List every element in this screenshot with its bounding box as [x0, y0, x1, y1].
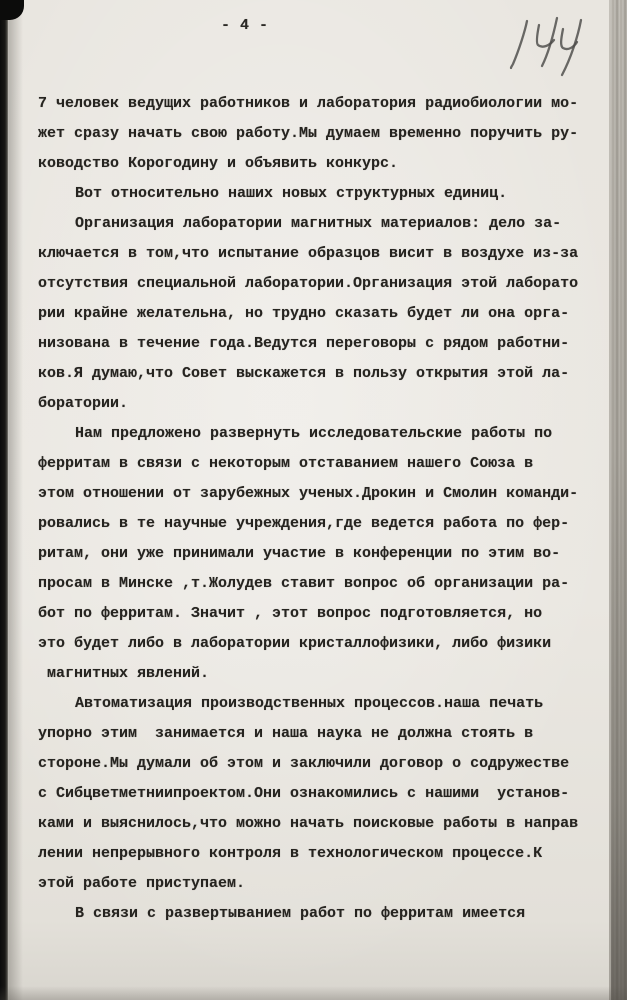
text-line: В связи с развертыванием работ по ферритам имеется	[75, 905, 526, 922]
text-line: это будет либо в лаборатории кристаллофизики, либо физики	[38, 635, 552, 652]
text-line: с Сибцветметниипроектом.Они ознакомились с нашими установ-	[38, 785, 570, 802]
text-line: ководство Корогодину и объявить конкурс.	[38, 155, 399, 172]
text-line: магнитных явлений.	[38, 665, 210, 682]
text-line: ровались в те научные учреждения,где ведется работа по фер-	[38, 515, 570, 532]
text-line: боратории.	[38, 395, 129, 412]
page-number: - 4 -	[221, 17, 269, 34]
text-line: этой работе приступаем.	[38, 875, 246, 892]
text-line: Вот относительно наших новых структурных единиц.	[75, 185, 508, 202]
text-line: ков.Я думаю,что Совет выскажется в пользу открытия этой ла-	[38, 365, 570, 382]
text-line: лении непрерывного контроля в технологическом процессе.К	[38, 845, 543, 862]
text-line: ритам, они уже принимали участие в конференции по этим во-	[38, 545, 561, 562]
text-line: отсутствия специальной лаборатории.Организация этой лаборато	[38, 275, 579, 292]
text-line: Автоматизация производственных процессов.наша печать	[75, 695, 544, 712]
page-stack-edge	[611, 0, 627, 1000]
text-line: низована в течение года.Ведутся переговоры с рядом работни-	[38, 335, 570, 352]
text-line: ками и выяснилось,что можно начать поисковые работы в направ	[38, 815, 579, 832]
scan-bottom-shadow	[0, 986, 627, 1000]
document-body	[38, 89, 598, 929]
text-line: Организация лаборатории магнитных материалов: дело за-	[75, 215, 562, 232]
scan-left-edge-shadow	[9, 0, 23, 1000]
text-line: жет сразу начать свою работу.Мы думаем временно поручить ру-	[38, 125, 579, 142]
text-line: ферритам в связи с некоторым отставанием нашего Союза в	[38, 455, 534, 472]
text-line: Нам предложено развернуть исследовательские работы по	[75, 425, 553, 442]
handwritten-page-number	[503, 12, 593, 78]
scan-left-edge	[0, 0, 9, 1000]
text-line: упорно этим занимается и наша наука не должна стоять в	[38, 725, 534, 742]
text-line: бот по ферритам. Значит , этот вопрос подготовляется, но	[38, 605, 543, 622]
text-line: стороне.Мы думали об этом и заключили договор о содружестве	[38, 755, 570, 772]
text-line: рии крайне желательна, но трудно сказать будет ли она орга-	[38, 305, 570, 322]
text-line: 7 человек ведущих работников и лаборатория радиобиологии мо-	[38, 95, 579, 112]
text-line: ключается в том,что испытание образцов висит в воздухе из-за	[38, 245, 579, 262]
text-line: просам в Минске ,т.Жолудев ставит вопрос об организации ра-	[38, 575, 570, 592]
text-line: этом отношении от зарубежных ученых.Дрокин и Смолин команди-	[38, 485, 579, 502]
